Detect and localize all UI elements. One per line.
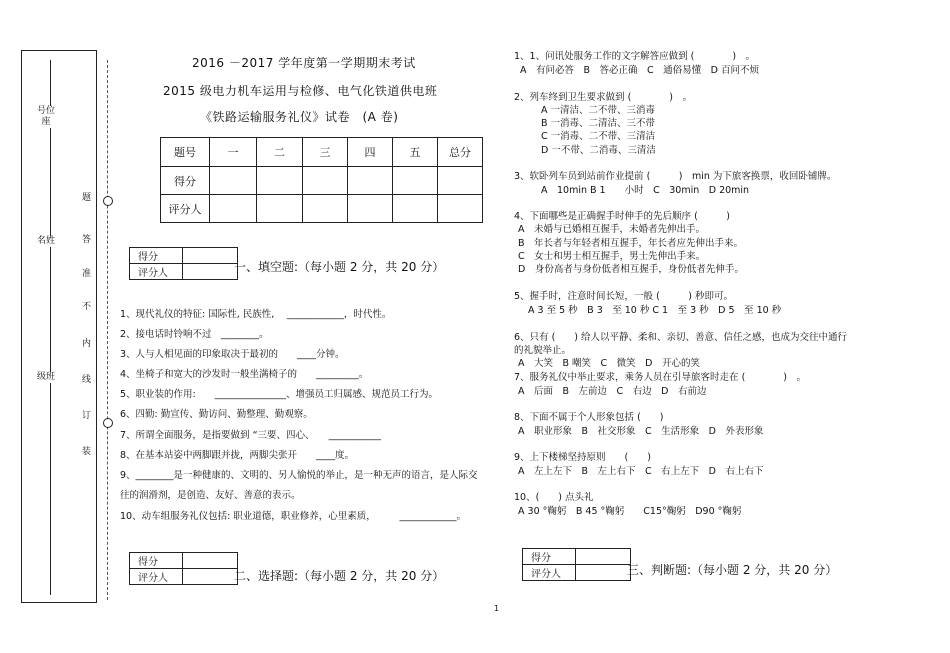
score-cell[interactable] [303,195,348,223]
score-row-label: 得分 [161,167,210,195]
grader-score-cell[interactable] [183,248,238,264]
choice-question: 3、软卧列车员到站前作业提前 ( ) min 为下旅客换票，收回卧铺牌。 [514,171,837,182]
score-cell[interactable] [393,167,438,195]
seal-char: 内 [82,339,92,349]
question: 10、动车组服务礼仪包括: 职业道德，职业修养，心里素质， ____________。 [120,511,467,522]
choice-option: B 一消毒、二清洁、三不带 [541,118,656,129]
seal-char: 答 [82,235,92,245]
binding-strip [21,50,97,603]
choice-question: 6、只有 ( ) 给人以平静、柔和、亲切、善意、信任之感，也成为交往中通行 [514,332,847,343]
choice-options: A 后面 B 左前边 C 右边 D 右前边 [518,386,707,397]
seal-char: 不 [82,302,92,312]
score-cell[interactable] [303,167,348,195]
score-cell[interactable] [438,195,483,223]
choice-option: C 一消毒、二不带、三清洁 [541,131,656,142]
question: 9、________是一种健康的、文明的、另人愉悦的举止，是一种无声的语言，是人际交 [120,470,478,481]
choice-option: B 年长者与年轻者相互握手，年长者应先伸出手来。 [518,238,744,249]
score-table-header: 五 [393,138,438,167]
choice-options: A 职业形象 B 社交形象 C 生活形象 D 外表形象 [518,426,764,437]
score-row-label: 评分人 [161,195,210,223]
score-table-header: 四 [348,138,393,167]
exam-title: 2016 －2017 学年度第一学期期末考试 [192,56,416,70]
score-cell[interactable] [393,195,438,223]
score-table-header: 二 [257,138,303,167]
choice-option: A 一清洁、二不带、三消毒 [541,105,656,116]
score-table [160,137,483,223]
grader-score-label: 得分 [130,553,183,569]
question: 5、职业装的作用: _______________、增强员工归属感、规范员工行为。 [120,389,438,400]
choice-question: 4、下面哪些是正确握手时伸手的先后顺序 ( ) [514,211,730,222]
exam-class-line: 2015 级电力机车运用与检修、电气化铁道供电班 [163,84,438,98]
section-fill-blank-title: 一、填空题:（每小题 2 分，共 20 分） [234,260,445,274]
question: 1、现代礼仪的特征: 国际性, 民族性, ____________，时代性。 [120,309,392,320]
score-cell[interactable] [438,167,483,195]
question: 2、接电话时铃响不过 ________。 [120,329,269,340]
binding-hole-icon [103,418,113,428]
grader-name-label: 评分人 [130,569,183,585]
binding-divider [50,60,51,595]
grader-name-cell[interactable] [183,264,238,280]
seal-char: 准 [82,269,92,279]
score-cell[interactable] [257,167,303,195]
score-cell[interactable] [257,195,303,223]
binding-hole-icon [103,196,113,206]
question-continued: 往的润滑剂，是创造、友好、善意的表示。 [120,490,301,501]
choice-question: 9、上下楼梯坚持原则 ( ) [514,452,651,463]
choice-question: 7、服务礼仪中举止要求，乘务人员在引导旅客时走在 ( ) 。 [514,372,806,383]
class-label: 级班 [36,372,55,382]
seat-number-label: 号位座 [36,106,55,127]
binding-dashed-line [107,60,108,600]
grader-box [522,548,631,581]
score-cell[interactable] [348,167,393,195]
question: 8、在基本站姿中两脚跟并拢，两脚尖张开 ____度。 [120,450,355,461]
name-label: 名姓 [36,236,55,246]
score-cell[interactable] [348,195,393,223]
question: 7、所谓全面服务，是指要做到 “三要、四心、 ___________ [120,430,381,441]
score-table-header: 三 [303,138,348,167]
score-table-header: 总分 [438,138,483,167]
choice-options: A 30 °鞠躬 B 45 °鞠躬 C15°鞠躬 D90 °鞠躬 [518,506,742,517]
grader-box [129,247,238,280]
section-choice-title: 二、选择题:（每小题 2 分，共 20 分） [234,569,445,583]
choice-question-continued: 的礼貌举止。 [514,345,572,356]
grader-name-cell[interactable] [183,569,238,585]
seal-char: 线 [82,375,92,385]
question: 4、坐椅子和宽大的沙发时一般坐满椅子的 _________。 [120,369,369,380]
choice-question: 5、握手时，注意时间长短，一般 ( ) 秒即可。 [514,291,733,302]
grader-name-label: 评分人 [130,264,183,280]
score-cell[interactable] [210,167,257,195]
score-table-header: 一 [210,138,257,167]
score-table-header: 题号 [161,138,210,167]
choice-options: A 有问必答 B 答必正确 C 通俗易懂 D 百问不烦 [520,65,759,76]
section-judgment-title: 三、判断题:（每小题 2 分，共 20 分） [627,563,838,577]
grader-name-cell[interactable] [576,565,631,581]
grader-score-label: 得分 [523,549,576,565]
choice-option: D 身份高者与身份低者相互握手，身份低者先伸手。 [518,264,744,275]
choice-option: D 一不带、二消毒、三清洁 [541,145,656,156]
seal-char: 题 [82,193,92,203]
grader-score-cell[interactable] [183,553,238,569]
choice-question: 1、1、问讯处服务工作的文字解答应做到 ( ) 。 [514,51,756,62]
choice-options: A 10min B 1 小时 C 30min D 20min [541,185,750,196]
grader-score-cell[interactable] [576,549,631,565]
seal-char: 装 [82,447,92,457]
choice-question: 2、列车终到卫生要求做到 ( ) 。 [514,92,692,103]
grader-name-label: 评分人 [523,565,576,581]
grader-box [129,552,238,585]
choice-option: A 未婚与已婚相互握手，未婚者先伸出手。 [518,224,705,235]
choice-option: C 女士和男士相互握手，男士先伸出手来。 [518,251,706,262]
choice-question: 10、( ) 点头礼 [514,492,594,503]
score-cell[interactable] [210,195,257,223]
choice-question: 8、下面不属于个人形象包括 ( ) [514,412,664,423]
choice-options: A 3 至 5 秒 B 3 至 10 秒 C 1 至 3 秒 D 5 至 10 秒 [528,305,782,316]
question: 6、四勤: 勤宣传、勤访问、勤整理、勤观察。 [120,409,313,420]
choice-options: A 左上左下 B 左上右下 C 右上左下 D 右上右下 [518,466,764,477]
exam-course-line: 《铁路运输服务礼仪》试卷 (A 卷) [200,110,399,124]
choice-options: A 大笑 B 嘲笑 C 微笑 D 开心的笑 [518,358,700,369]
page-number: 1 [494,604,500,613]
question: 3、人与人相见面的印象取决于最初的 ____分钟。 [120,349,345,360]
seal-char: 订 [82,411,92,421]
grader-score-label: 得分 [130,248,183,264]
